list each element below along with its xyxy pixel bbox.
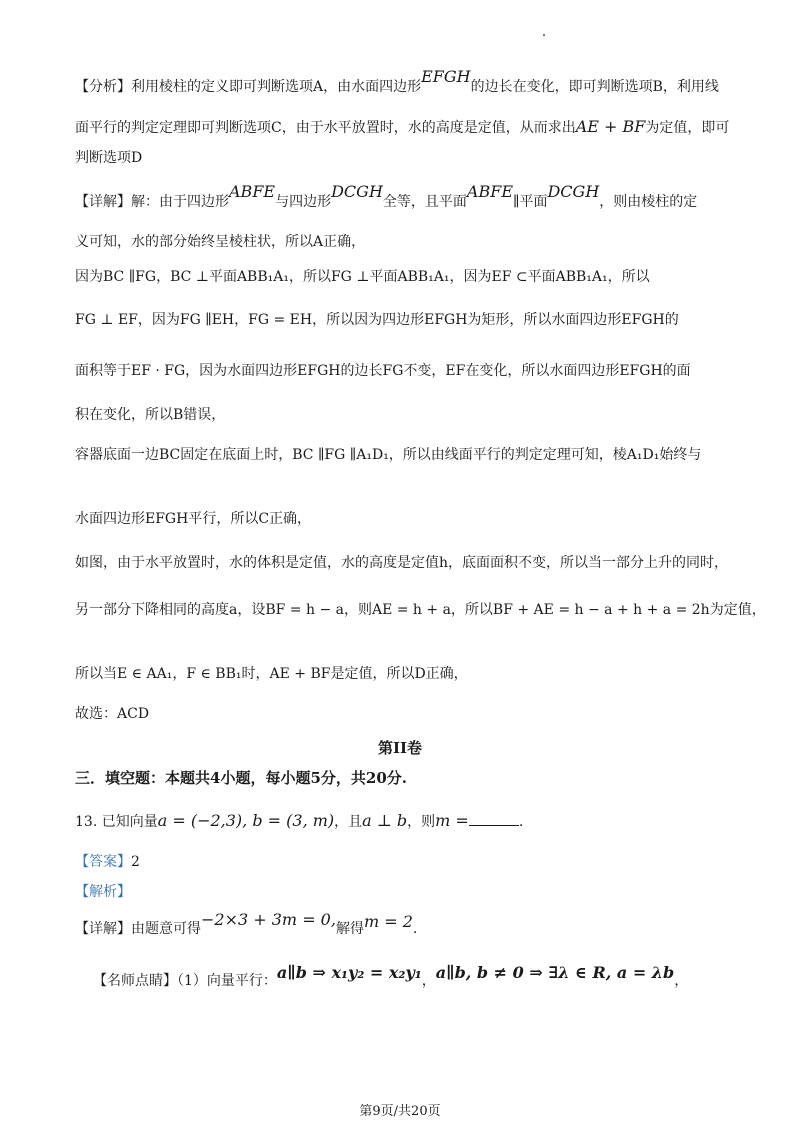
detail-line-6: 积在变化，所以B错误， xyxy=(75,407,226,423)
answer-blank xyxy=(469,813,519,826)
section-heading: 三．填空题：本题共4小题，每小题5分，共20分. xyxy=(75,769,407,787)
detail-line-7: 容器底面一边BC固定在底面上时，BC ∥FG ∥A₁D₁，所以由线面平行的判定定理可知，棱A₁D₁始终与 xyxy=(75,447,702,463)
detail-line-12: 故选：ACD xyxy=(75,706,150,722)
detail-line-5: 面积等于EF · FG，因为水面四边形EFGH的边长FG不变，EF在变化，所以水面四边形EFGH的面 xyxy=(75,363,691,379)
detail-line-2: 义可知，水的部分始终呈棱柱状，所以A正确， xyxy=(75,234,366,250)
detail-line-10: 另一部分下降相同的高度a，设BF = h − a，则AE = h + a，所以BF + AE = h − a + h + a = 2h为定值， xyxy=(75,602,766,618)
scan-dot xyxy=(543,34,545,36)
detail-line-11: 所以当E ∈ AA₁，F ∈ BB₁时，AE + BF是定值，所以D正确， xyxy=(75,666,468,682)
tip-line: 【名师点睛】（1）向量平行：a∥b ⇒ x₁y₂ = x₂y₁，a∥b, b ≠ 0 ⇒ ∃λ ∈ R, a = λb， xyxy=(93,963,689,989)
volume-title: 第II卷 xyxy=(377,739,423,757)
explain-line: 【解析】 xyxy=(75,884,131,900)
q13-detail-line: 【详解】由题意可得−2×3 + 3m = 0,解得m = 2. xyxy=(75,910,418,937)
detail-line-8: 水面四边形EFGH平行，所以C正确， xyxy=(75,511,312,527)
analysis-line-3: 判断选项D xyxy=(75,150,143,166)
page-footer: 第9页/共20页 xyxy=(359,1104,441,1119)
detail-line-4: FG ⊥ EF，因为FG ∥EH，FG = EH，所以因为四边形EFGH为矩形，所以水面四边形EFGH的 xyxy=(75,312,679,328)
analysis-line-2: 面平行的判定定理即可判断选项C，由于水平放置时，水的高度是定值，从而求出AE + BF为定值，即可 xyxy=(75,117,730,136)
analysis-line-1: 【分析】利用棱柱的定义即可判断选项A，由水面四边形EFGH的边长在变化，即可判断选项B，利用线 xyxy=(75,67,719,95)
detail-line-9: 如图，由于水平放置时，水的体积是定值，水的高度是定值h，底面面积不变，所以当一部分上升的同时， xyxy=(75,555,729,571)
answer-line: 【答案】2 xyxy=(75,854,140,870)
question-13: 13. 已知向量a = (−2,3), b = (3, m)，且a ⊥ b，则m = . xyxy=(75,811,524,830)
detail-line-1: 【详解】解：由于四边形ABFE与四边形DCGH全等，且平面ABFE∥平面DCGH，则由棱柱的定 xyxy=(75,182,698,210)
detail-line-3: 因为BC ∥FG，BC ⊥平面ABB₁A₁，所以FG ⊥平面ABB₁A₁，因为EF ⊂平面ABB₁A₁，所以 xyxy=(75,269,650,285)
